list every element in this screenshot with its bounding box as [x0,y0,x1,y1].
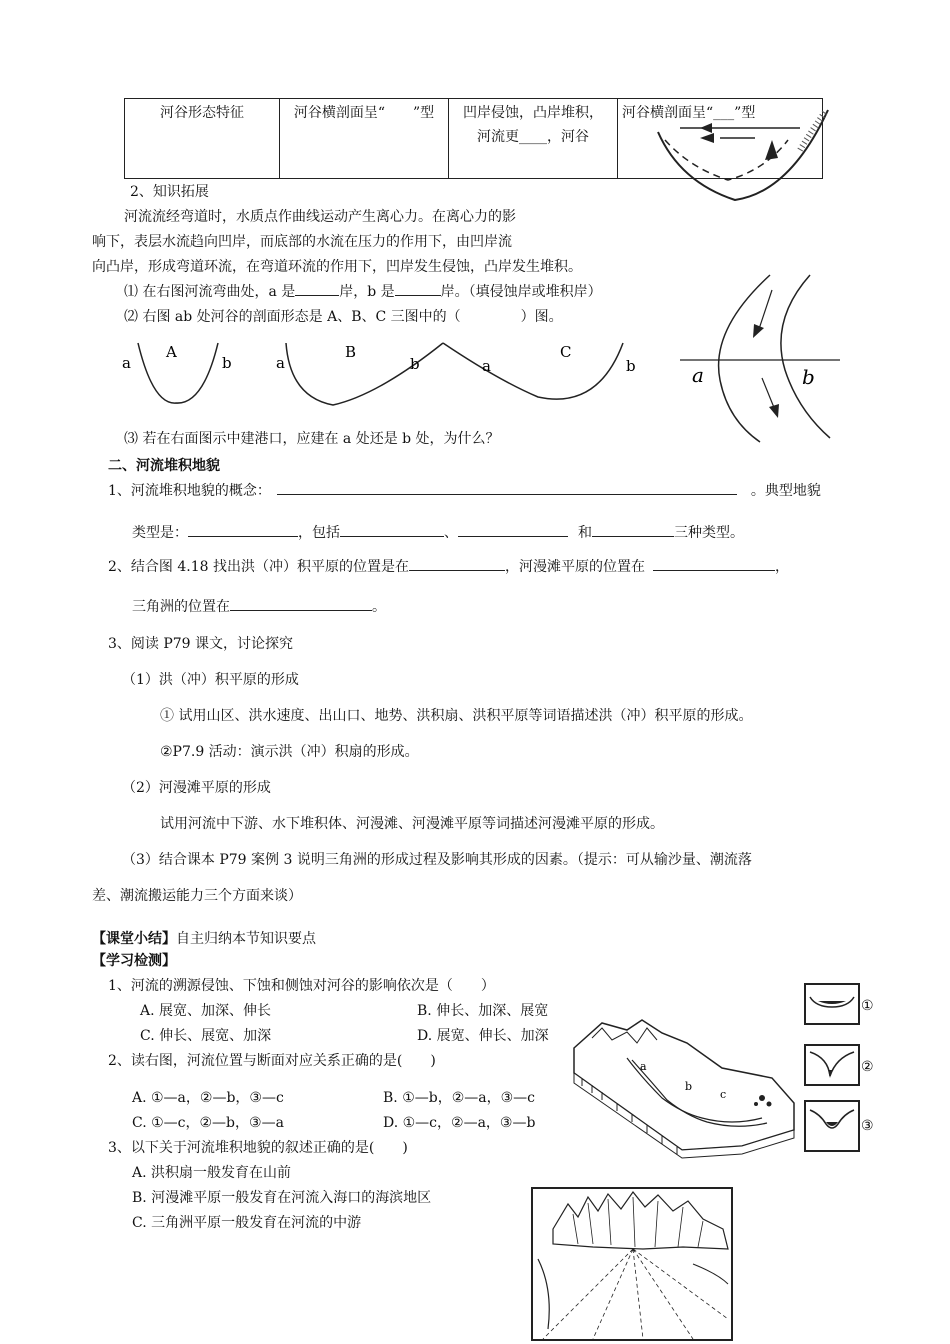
option[interactable]: A. 展宽、加深、伸长 [140,1003,272,1019]
answer-blank[interactable] [592,522,674,537]
question-1 [124,281,602,301]
profile-label-b: b [626,357,636,375]
profile-label-B: B [345,343,357,361]
question-text: 三角洲的位置在 [132,599,230,615]
summary-line [92,928,316,948]
test-question-2: 2、读右图，河流位置与断面对应关系正确的是( ) [108,1053,436,1069]
section-box-3 [804,1100,860,1152]
question-text: 。 [372,599,386,615]
fill-line-3 [108,556,789,576]
answer-blank[interactable] [458,522,568,537]
terrain-label-b: b [685,1080,693,1093]
option[interactable]: D. ①—c，②—a，③—b [383,1115,536,1131]
question-text: ）图。 [520,309,563,325]
option[interactable]: B. ①—b，②—a，③—c [383,1090,535,1106]
answer-blank[interactable] [295,281,339,296]
question-text: 1、河流堆积地貌的概念： [108,483,271,499]
paragraph-line: 响下，表层水流趋向凹岸，而底部的水流在压力的作用下，由凹岸流 [92,234,512,250]
valley-profiles-diagram [118,335,658,415]
fill-line-1 [108,480,821,500]
text-line: （1）洪（冲）积平原的形成 [122,672,299,688]
profile-label-b: b [410,355,420,373]
summary-heading: 【课堂小结】 [92,931,176,947]
text-line: 试用河流中下游、水下堆积体、河漫滩、河漫滩平原等词描述河漫滩平原的形成。 [160,816,664,832]
text-line: 3、阅读 P79 课文，讨论探究 [108,636,294,652]
table-cell [449,99,618,179]
text-line: （3）结合课本 P79 案例 3 说明三角洲的形成过程及影响其形成的因素。（提示：可从输沙量、潮流落 [122,852,752,868]
question-2 [124,306,563,326]
test-heading: 【学习检测】 [92,953,176,969]
question-text: ，河漫滩平原的位置在 [504,559,645,575]
summary-text: 自主归纳本节知识要点 [176,931,316,947]
option[interactable]: C. 三角洲平原一般发育在河流的中游 [132,1215,362,1231]
answer-blank[interactable] [395,281,441,296]
text-line: ②P7.9 活动：演示洪（冲）积扇的形成。 [160,744,419,760]
question-text: ⑴ 在右图河流弯曲处，a 是 [124,284,296,300]
river-bend-diagram [680,270,840,445]
section-box-1 [804,983,860,1025]
option[interactable]: C. 伸长、展宽、加深 [140,1028,272,1044]
question-text: 2、结合图 4.18 找出洪（冲）积平原的位置是在 [108,559,409,575]
text-line: （2）河漫滩平原的形成 [122,780,271,796]
option[interactable]: C. ①—c，②—b，③—a [132,1115,284,1131]
paragraph-line: 河流流经弯道时，水质点作曲线运动产生离心力。在离心力的影 [124,209,516,225]
section-subtitle: 2、知识拓展 [130,184,209,200]
profile-label-A: A [166,343,177,361]
terrain-label-a: a [640,1060,647,1073]
profile-label-a: a [122,354,131,372]
question-text: ⑵ 右图 ab 处河谷的剖面形态是 A、B、C 三图中的（ [124,309,461,325]
answer-blank[interactable] [277,480,737,495]
option[interactable]: D. 展宽、伸长、加深 [417,1028,549,1044]
table-cell: 河谷横剖面呈“ ”型 [280,99,449,179]
question-text: 类型是： [132,525,188,541]
paragraph-line: 向凸岸，形成弯道环流，在弯道环流的作用下，凹岸发生侵蚀，凸岸发生堆积。 [92,259,582,275]
test-question-1: 1、河流的溯源侵蚀、下蚀和侧蚀对河谷的影响依次是（ ） [108,978,495,994]
question-text: 岸。（填侵蚀岸或堆积岸） [440,284,602,300]
profile-label-a: a [276,354,285,372]
answer-blank[interactable] [409,556,505,571]
profile-label-a: a [482,357,491,375]
section-number-2: ② [861,1059,874,1075]
fill-line-4 [132,596,386,616]
option[interactable]: A. ①—a，②—b，③—c [132,1090,284,1106]
question-text: ，包括 [298,525,340,541]
answer-blank[interactable] [188,522,298,537]
question-text: ， [774,559,789,575]
section-box-2 [804,1044,860,1086]
test-question-3: 3、以下关于河流堆积地貌的叙述正确的是( ) [108,1140,408,1156]
question-text: 、 [444,525,458,541]
answer-blank[interactable] [340,522,444,537]
alluvial-fan-figure [531,1187,733,1341]
valley-cross-section-diagram [640,100,840,215]
profile-label-C: C [560,343,572,361]
profile-label-b: b [222,354,232,372]
table-text: 凹岸侵蚀，凸岸堆积， [463,105,603,121]
option[interactable]: B. 伸长、加深、展宽 [417,1003,549,1019]
question-text: 。典型地貌 [750,483,821,499]
section-title: 二、河流堆积地貌 [108,458,220,474]
question-text: 三种类型。 [674,525,744,541]
answer-blank[interactable] [653,556,775,571]
bend-label-b: b [802,365,815,389]
text-line: ① 试用山区、洪水速度、出山口、地势、洪积扇、洪积平原等词语描述洪（冲）积平原的形成。 [160,708,753,724]
table-cell: 河谷形态特征 [125,99,280,179]
section-number-1: ① [861,998,874,1014]
section-number-3: ③ [861,1118,874,1134]
option[interactable]: B. 河漫滩平原一般发育在河流入海口的海滨地区 [132,1190,432,1206]
option[interactable]: A. 洪积扇一般发育在山前 [132,1165,292,1181]
question-3: ⑶ 若在右面图示中建港口，应建在 a 处还是 b 处，为什么？ [124,431,500,447]
river-terrain-block-diagram [572,1018,798,1158]
text-line: 差、潮流搬运能力三个方面来谈） [92,888,302,904]
fill-line-2 [132,522,744,542]
question-text: 和 [578,525,592,541]
question-text: 岸，b 是 [339,284,395,300]
terrain-label-c: c [720,1088,727,1101]
answer-blank[interactable] [230,596,372,611]
table-text: 河流更____，河谷 [477,129,589,145]
table-text: 河谷横剖面呈“___”型 [622,105,756,121]
bend-label-a: a [692,363,704,387]
